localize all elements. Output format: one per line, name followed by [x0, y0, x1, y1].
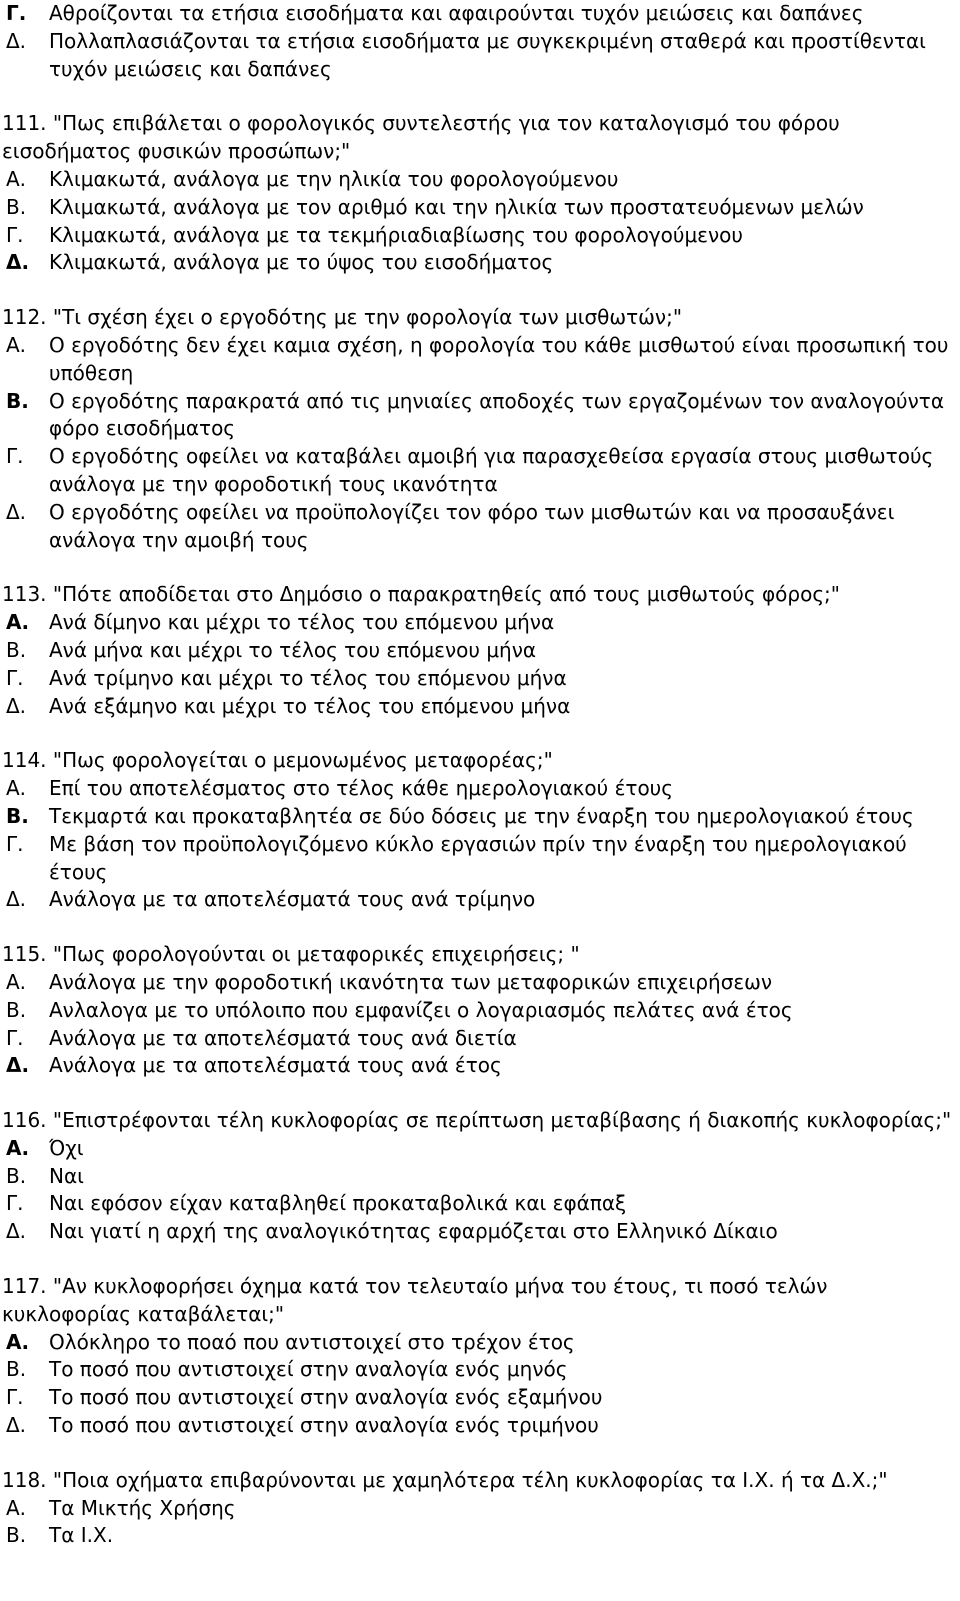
option-text: Ο εργοδότης οφείλει να προϋπολογίζει τον φόρο των μισθωτών και να προσαυξάνει ανάλογα την αμοιβή τους — [49, 499, 895, 552]
option-letter: Γ. — [6, 1, 27, 25]
option-letter: Α. — [6, 969, 27, 994]
block-spacer — [2, 914, 958, 941]
option-text: Κλιμακωτά, ανάλογα με την ηλικία του φορολογούμενου — [49, 166, 619, 191]
option-letter: Α. — [6, 610, 30, 635]
option-text: Το ποσό που αντιστοιχεί στην αναλογία ενός μηνός — [49, 1357, 568, 1382]
option-letter: Γ. — [6, 831, 24, 856]
option-text: Κλιμακωτά, ανάλογα με τον αριθμό και την ηλικία των προστατευόμενων μελών — [49, 194, 864, 219]
answer-option — [2, 637, 958, 665]
option-text: Ανά μήνα και μέχρι το τέλος του επόμενου μήνα — [49, 637, 537, 662]
document-page — [2, 0, 958, 1550]
answer-option — [2, 1190, 958, 1218]
question-text: 117. "Αν κυκλοφορήσει όχημα κατά τον τελευταίο μήνα του έτους, τι ποσό τελών κυκλοφορίας καταβάλεται;" — [2, 1274, 828, 1326]
answer-option — [2, 1218, 958, 1246]
option-letter: Δ. — [6, 887, 27, 912]
option-letter: Α. — [6, 1329, 30, 1354]
option-letter: Β. — [6, 1523, 27, 1548]
option-letter: Γ. — [6, 1385, 24, 1410]
answer-option — [2, 332, 958, 388]
answer-option — [2, 166, 958, 194]
option-text: Όχι — [49, 1135, 84, 1160]
answer-option — [2, 0, 958, 28]
question-text: 115. "Πως φορολογούνται οι μεταφορικές επιχειρήσεις; " — [2, 942, 580, 967]
option-letter: Γ. — [6, 444, 24, 469]
option-letter: Δ. — [6, 1219, 27, 1244]
option-letter: Γ. — [6, 222, 24, 247]
option-text: Το ποσό που αντιστοιχεί στην αναλογία ενός τριμήνου — [49, 1413, 599, 1438]
option-text: Ανάλογα με τα αποτελέσματά τους ανά διετία — [49, 1025, 517, 1050]
option-text: Ναι — [49, 1163, 84, 1188]
option-letter: Α. — [6, 166, 27, 191]
answer-option — [2, 803, 958, 831]
answer-option — [2, 1135, 958, 1163]
block-spacer — [2, 83, 958, 110]
option-letter: Β. — [6, 803, 29, 828]
block-spacer — [2, 1080, 958, 1107]
option-text: Τα Μικτής Χρήσης — [49, 1495, 236, 1520]
block-spacer — [2, 720, 958, 747]
answer-option — [2, 831, 958, 887]
answer-option — [2, 1412, 958, 1440]
answer-option — [2, 693, 958, 721]
question-text: 111. "Πως επιβάλεται ο φορολογικός συντελεστής για τον καταλογισμό του φόρου εισοδήματος φυσικών προσώπων;" — [2, 111, 840, 164]
question-block — [2, 1273, 958, 1440]
option-text: Επί του αποτελέσματος στο τέλος κάθε ημερολογιακού έτους — [49, 776, 673, 801]
question-block — [2, 747, 958, 914]
option-text: Τα Ι.Χ. — [49, 1523, 114, 1548]
question-block — [2, 0, 958, 83]
option-letter: Α. — [6, 1495, 27, 1520]
option-letter: Γ. — [6, 1025, 24, 1050]
question-text: 118. "Ποια οχήματα επιβαρύνονται με χαμηλότερα τέλη κυκλοφορίας τα Ι.Χ. ή τα Δ.Χ.;" — [2, 1467, 888, 1492]
answer-option — [2, 443, 958, 499]
option-text: Ο εργοδότης δεν έχει καμια σχέση, η φορολογία του κάθε μισθωτού είναι προσωπική του υπόθεση — [49, 332, 949, 385]
answer-option — [2, 388, 958, 444]
question-text: 112. "Τι σχέση έχει ο εργοδότης με την φορολογία των μισθωτών;" — [2, 305, 683, 330]
option-letter: Γ. — [6, 665, 24, 690]
answer-option — [2, 1163, 958, 1191]
option-letter: Δ. — [6, 499, 27, 524]
option-text: Τεκμαρτά και προκαταβλητέα σε δύο δόσεις με την έναρξη του ημερολογιακού έτους — [49, 803, 914, 828]
option-text: Ανάλογα με τα αποτελέσματά τους ανά τρίμηνο — [49, 887, 536, 912]
block-spacer — [2, 277, 958, 304]
option-letter: Δ. — [6, 693, 27, 718]
question-block — [2, 1467, 958, 1550]
option-letter: Α. — [6, 332, 27, 357]
option-text: Ανά εξάμηνο και μέχρι το τέλος του επόμενου μήνα — [49, 693, 571, 718]
answer-option — [2, 194, 958, 222]
option-text: Ανά δίμηνο και μέχρι το τέλος του επόμενου μήνα — [49, 610, 555, 635]
answer-option — [2, 499, 958, 555]
option-letter: Β. — [6, 1163, 27, 1188]
question-block — [2, 1107, 958, 1246]
answer-option — [2, 886, 958, 914]
question-block — [2, 110, 958, 277]
block-spacer — [2, 554, 958, 581]
block-spacer — [2, 1440, 958, 1467]
answer-option — [2, 969, 958, 997]
option-letter: Β. — [6, 637, 27, 662]
option-text: Ολόκληρο το ποαό που αντιστοιχεί στο τρέχον έτος — [49, 1329, 575, 1354]
question-text: 116. "Επιστρέφονται τέλη κυκλοφορίας σε περίπτωση μεταβίβασης ή διακοπής κυκλοφορίας;" — [2, 1108, 952, 1133]
answer-option — [2, 249, 958, 277]
answer-option — [2, 1522, 958, 1550]
question-text: 113. "Πότε αποδίδεται στο Δημόσιο ο παρακρατηθείς από τους μισθωτούς φόρος;" — [2, 582, 840, 607]
answer-option — [2, 665, 958, 693]
answer-option — [2, 1052, 958, 1080]
option-letter: Β. — [6, 388, 29, 413]
option-text: Κλιμακωτά, ανάλογα με το ύψος του εισοδήματος — [49, 250, 554, 275]
question-block — [2, 304, 958, 554]
option-text: Αθροίζονται τα ετήσια εισοδήματα και αφαιρούνται τυχόν μειώσεις και δαπάνες — [49, 1, 864, 25]
answer-option — [2, 1356, 958, 1384]
option-text: Ανά τρίμηνο και μέχρι το τέλος του επόμενου μήνα — [49, 665, 567, 690]
option-text: Ανάλογα με τα αποτελέσματά τους ανά έτος — [49, 1053, 502, 1078]
option-text: Ο εργοδότης οφείλει να καταβάλει αμοιβή για παρασχεθείσα εργασία στους μισθωτούς ανάλογα με την φοροδοτική τους ικανότητα — [49, 444, 934, 496]
option-text: Ανάλογα με την φοροδοτική ικανότητα των μεταφορικών επιχειρήσεων — [49, 969, 773, 994]
answer-option — [2, 1384, 958, 1412]
option-letter: Β. — [6, 194, 27, 219]
answer-option — [2, 1025, 958, 1053]
option-text: Κλιμακωτά, ανάλογα με τα τεκμήριαδιαβίωσης του φορολογούμενου — [49, 222, 743, 247]
answer-option — [2, 1329, 958, 1357]
question-block — [2, 941, 958, 1080]
option-letter: Γ. — [6, 1191, 24, 1216]
option-text: Ναι γιατί η αρχή της αναλογικότητας εφαρμόζεται στο Ελληνικό Δίκαιο — [49, 1219, 778, 1244]
option-letter: Α. — [6, 1135, 30, 1160]
answer-option — [2, 1495, 958, 1523]
option-letter: Α. — [6, 776, 27, 801]
option-letter: Β. — [6, 1357, 27, 1382]
answer-option — [2, 28, 958, 84]
option-text: Το ποσό που αντιστοιχεί στην αναλογία ενός εξαμήνου — [49, 1385, 603, 1410]
option-text: Με βάση τον προϋπολογιζόμενο κύκλο εργασιών πρίν την έναρξη του ημερολογιακού έτους — [49, 831, 907, 884]
option-text: Πολλαπλασιάζονται τα ετήσια εισοδήματα με συγκεκριμένη σταθερά και προστίθενται τυχόν μειώσεις και δαπάνες — [49, 28, 926, 81]
question-text: 114. "Πως φορολογείται ο μεμονωμένος μεταφορέας;" — [2, 748, 553, 773]
question-block — [2, 581, 958, 720]
block-spacer — [2, 1246, 958, 1273]
answer-option — [2, 997, 958, 1025]
option-text: Ναι εφόσον είχαν καταβληθεί προκαταβολικά και εφάπαξ — [49, 1191, 627, 1216]
option-text: Ο εργοδότης παρακρατά από τις μηνιαίες αποδοχές των εργαζομένων τον αναλογούντα φόρο εισοδήματος — [49, 388, 945, 441]
option-text: Ανλαλογα με το υπόλοιπο που εμφανίζει ο λογαριασμός πελάτες ανά έτος — [49, 997, 793, 1022]
option-letter: Δ. — [6, 28, 27, 53]
answer-option — [2, 775, 958, 803]
option-letter: Δ. — [6, 250, 30, 275]
answer-option — [2, 222, 958, 250]
option-letter: Δ. — [6, 1413, 27, 1438]
option-letter: Δ. — [6, 1053, 30, 1078]
option-letter: Β. — [6, 997, 27, 1022]
answer-option — [2, 609, 958, 637]
